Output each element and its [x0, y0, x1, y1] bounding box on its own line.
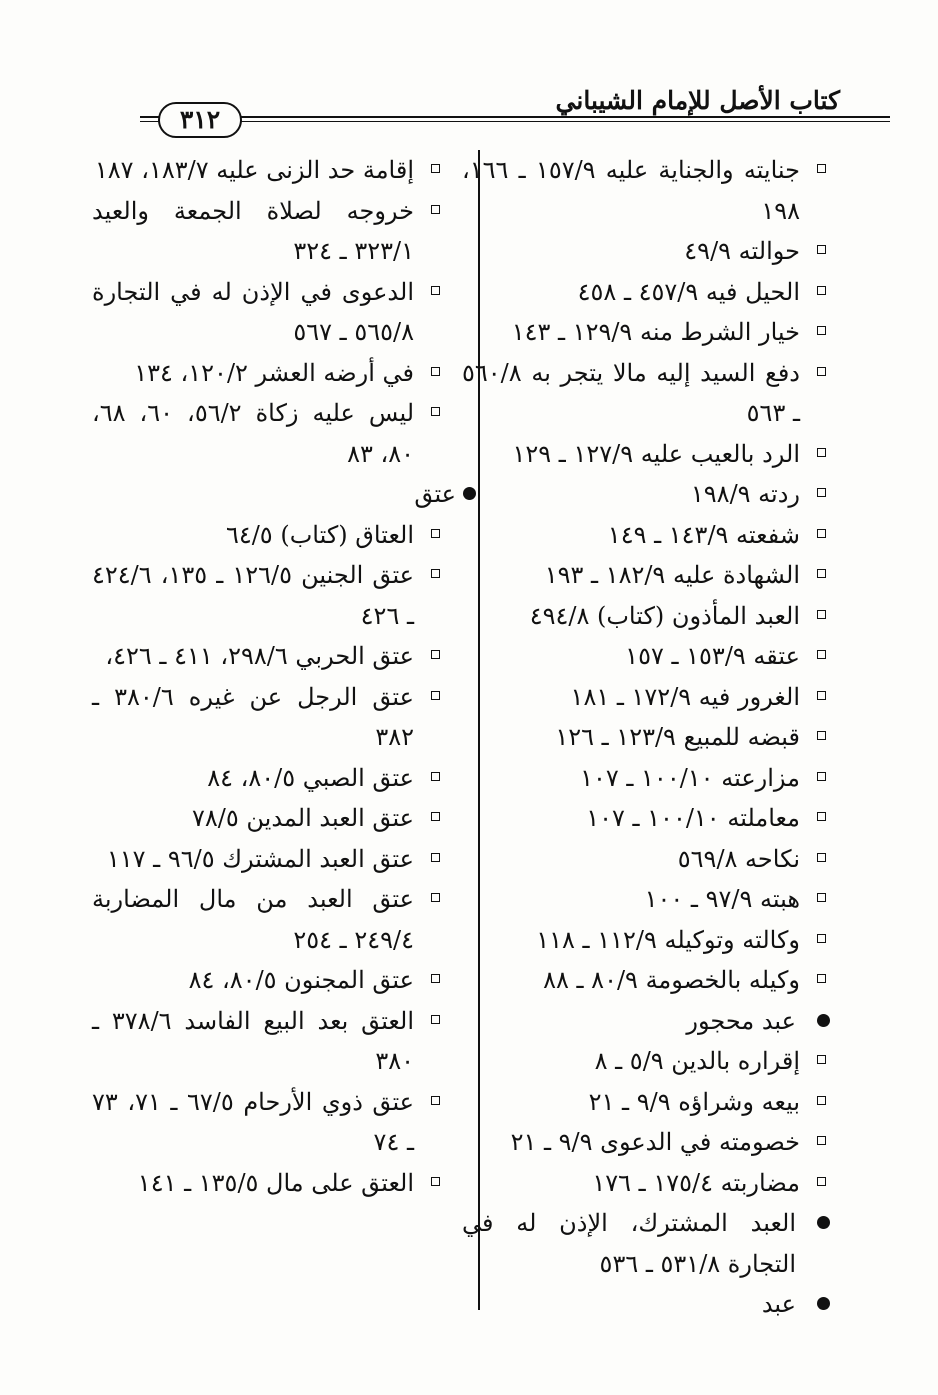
- bullet-dot-icon: [817, 1014, 830, 1027]
- bullet-dot-icon: [463, 487, 476, 500]
- entry-text: عتق: [414, 480, 456, 508]
- index-entry: [92, 879, 444, 960]
- bullet-square-icon: [431, 367, 440, 376]
- index-entry: [92, 150, 444, 191]
- index-column-left: [92, 150, 456, 1203]
- index-entry: [462, 150, 830, 231]
- entry-text: الدعوى في الإذن له في التجارة ٥٦٥/٨ ـ ٥٦٧: [92, 277, 414, 346]
- index-entry: [92, 393, 444, 474]
- bullet-square-icon: [431, 772, 440, 781]
- index-heading: [92, 474, 476, 515]
- entry-text: العتق بعد البيع الفاسد ٣٧٨/٦ ـ ٣٨٠: [92, 1006, 414, 1075]
- bullet-square-icon: [431, 650, 440, 659]
- entry-text: عتق العبد المشترك ٩٦/٥ ـ ١١٧: [106, 844, 414, 873]
- bullet-square-icon: [817, 812, 826, 821]
- index-entry: [462, 434, 830, 475]
- bullet-square-icon: [431, 569, 440, 578]
- entry-text: خصومته في الدعوى ٩/٩ ـ ٢١: [510, 1128, 800, 1156]
- entry-text: الرد بالعيب عليه ١٢٧/٩ ـ ١٢٩: [512, 439, 800, 468]
- entry-text: معاملته ١٠٠/١٠ ـ ١٠٧: [586, 804, 800, 832]
- bullet-dot-icon: [817, 1297, 830, 1310]
- bullet-square-icon: [817, 772, 826, 781]
- entry-text: هبته ٩٧/٩ ـ ١٠٠: [644, 885, 800, 913]
- entry-text: خيار الشرط منه ١٢٩/٩ ـ ١٤٣: [511, 318, 800, 346]
- index-heading: [462, 1001, 830, 1042]
- bullet-square-icon: [431, 407, 440, 416]
- bullet-square-icon: [817, 245, 826, 254]
- page-header: [60, 78, 840, 134]
- bullet-square-icon: [431, 812, 440, 821]
- index-entry: [462, 798, 830, 839]
- index-entry: [462, 596, 830, 637]
- index-entry: [462, 758, 830, 799]
- bullet-square-icon: [431, 893, 440, 902]
- entry-text: عتق الصبي ٨٠/٥، ٨٤: [207, 763, 414, 792]
- entry-text: عتقه ١٥٣/٩ ـ ١٥٧: [625, 642, 800, 670]
- entry-text: حوالته ٤٩/٩: [684, 237, 800, 265]
- bullet-square-icon: [817, 650, 826, 659]
- entry-text: مزارعته ١٠٠/١٠ ـ ١٠٧: [580, 763, 800, 792]
- book-title: كتاب الأصل للإمام الشيباني: [555, 86, 840, 115]
- entry-text: وكيله بالخصومة ٨٠/٩ ـ ٨٨: [543, 966, 800, 994]
- bullet-square-icon: [817, 731, 826, 740]
- entry-text: العتاق (كتاب) ٦٤/٥: [225, 520, 414, 549]
- index-entry: [462, 1163, 830, 1204]
- bullet-square-icon: [431, 529, 440, 538]
- entry-text: قبضه للمبيع ١٢٣/٩ ـ ١٢٦: [555, 723, 800, 751]
- index-entry: [92, 191, 444, 272]
- bullet-square-icon: [817, 974, 826, 983]
- entry-text: ليس عليه زكاة ٥٦/٢، ٦٠، ٦٨، ٨٠، ٨٣: [92, 399, 415, 468]
- bullet-square-icon: [817, 529, 826, 538]
- entry-text: العبد المأذون (كتاب) ٤٩٤/٨: [529, 601, 800, 630]
- index-entry: [92, 1001, 444, 1082]
- index-entry: [92, 839, 444, 880]
- index-entry: [92, 677, 444, 758]
- entry-text: العتق على مال ١٣٥/٥ ـ ١٤١: [137, 1168, 414, 1197]
- entry-text: دفع السيد إليه مالا يتجر به ٥٦٠/٨ ـ ٥٦٣: [462, 358, 800, 427]
- page-number: ٣١٢: [158, 102, 242, 138]
- bullet-square-icon: [431, 1096, 440, 1105]
- bullet-dot-icon: [817, 1216, 830, 1229]
- index-heading: [462, 1284, 830, 1325]
- entry-text: الغرور فيه ١٧٢/٩ ـ ١٨١: [570, 682, 800, 711]
- index-entry: [462, 312, 830, 353]
- entry-text: عتق المجنون ٨٠/٥، ٨٤: [188, 966, 414, 994]
- entry-text: وكالته وتوكيله ١١٢/٩ ـ ١١٨: [536, 925, 800, 954]
- bullet-square-icon: [431, 691, 440, 700]
- bullet-square-icon: [431, 853, 440, 862]
- index-entry: [462, 879, 830, 920]
- index-heading: [462, 1203, 830, 1284]
- index-entry: [462, 353, 830, 434]
- entry-text: عتق العبد المدين ٧٨/٥: [191, 804, 414, 832]
- index-entry: [92, 555, 444, 636]
- bullet-square-icon: [431, 286, 440, 295]
- bullet-square-icon: [817, 893, 826, 902]
- entry-text: عبد محجور: [686, 1006, 796, 1035]
- entry-text: مضاربته ١٧٥/٤ ـ ١٧٦: [592, 1168, 800, 1197]
- index-entry: [462, 1082, 830, 1123]
- entry-text: شفعته ١٤٣/٩ ـ ١٤٩: [607, 520, 800, 549]
- header-rule: [140, 116, 890, 118]
- bullet-square-icon: [817, 934, 826, 943]
- index-entry: [92, 515, 444, 556]
- entry-text: إقامة حد الزنى عليه ١٨٣/٧، ١٨٧: [94, 156, 414, 184]
- entry-text: عتق العبد من مال المضاربة ٢٤٩/٤ ـ ٢٥٤: [92, 885, 414, 954]
- index-entry: [462, 231, 830, 272]
- entry-text: إقراره بالدين ٥/٩ ـ ٨: [594, 1047, 800, 1075]
- index-entry: [92, 798, 444, 839]
- index-entry: [462, 272, 830, 313]
- bullet-square-icon: [431, 974, 440, 983]
- bullet-square-icon: [817, 610, 826, 619]
- bullet-square-icon: [817, 1055, 826, 1064]
- bullet-square-icon: [817, 853, 826, 862]
- index-entry: [462, 474, 830, 515]
- index-entry: [462, 1041, 830, 1082]
- bullet-square-icon: [431, 205, 440, 214]
- bullet-square-icon: [817, 448, 826, 457]
- index-entry: [462, 636, 830, 677]
- entry-text: في أرضه العشر ١٢٠/٢، ١٣٤: [134, 358, 414, 387]
- bullet-square-icon: [817, 1177, 826, 1186]
- index-entry: [92, 1163, 444, 1204]
- bullet-square-icon: [431, 1177, 440, 1186]
- index-entry: [92, 960, 444, 1001]
- entry-text: الحيل فيه ٤٥٧/٩ ـ ٤٥٨: [577, 277, 800, 306]
- entry-text: ردته ١٩٨/٩: [690, 480, 800, 508]
- bullet-square-icon: [817, 691, 826, 700]
- bullet-square-icon: [817, 286, 826, 295]
- index-entry: [462, 1122, 830, 1163]
- index-entry: [92, 272, 444, 353]
- bullet-square-icon: [817, 488, 826, 497]
- entry-text: نكاحه ٥٦٩/٨: [677, 844, 800, 873]
- entry-text: الشهادة عليه ١٨٢/٩ ـ ١٩٣: [544, 561, 800, 589]
- index-entry: [92, 1082, 444, 1163]
- index-column-right: [462, 150, 830, 1325]
- bullet-square-icon: [431, 1015, 440, 1024]
- entry-text: عتق الجنين ١٢٦/٥ ـ ١٣٥، ٤٢٤/٦ ـ ٤٢٦: [92, 561, 415, 630]
- entry-text: عبد: [761, 1290, 796, 1318]
- bullet-square-icon: [817, 569, 826, 578]
- bullet-square-icon: [817, 326, 826, 335]
- entry-text: خروجه لصلاة الجمعة والعيد ٣٢٣/١ ـ ٣٢٤: [92, 196, 414, 265]
- entry-text: العبد المشترك، الإذن له في التجارة ٥٣١/٨ ـ ٥٣٦: [462, 1209, 796, 1278]
- index-entry: [462, 960, 830, 1001]
- entry-text: عتق الرجل عن غيره ٣٨٠/٦ ـ ٣٨٢: [92, 682, 414, 751]
- index-entry: [462, 839, 830, 880]
- entry-text: بيعه وشراؤه ٩/٩ ـ ٢١: [588, 1087, 800, 1116]
- bullet-square-icon: [817, 164, 826, 173]
- entry-text: جنايته والجناية عليه ١٥٧/٩ ـ ١٦٦، ١٩٨: [462, 156, 800, 225]
- index-entry: [462, 515, 830, 556]
- entry-text: عتق الحربي ٢٩٨/٦، ٤١١ ـ ٤٢٦،: [105, 642, 414, 670]
- header-rule-thin: [140, 121, 890, 122]
- bullet-square-icon: [817, 367, 826, 376]
- entry-text: عتق ذوي الأرحام ٦٧/٥ ـ ٧١، ٧٣ ـ ٧٤: [92, 1087, 415, 1156]
- index-entry: [462, 677, 830, 718]
- index-entry: [462, 920, 830, 961]
- bullet-square-icon: [431, 164, 440, 173]
- index-entry: [92, 636, 444, 677]
- bullet-square-icon: [817, 1096, 826, 1105]
- index-entry: [92, 758, 444, 799]
- index-entry: [92, 353, 444, 394]
- bullet-square-icon: [817, 1136, 826, 1145]
- index-entry: [462, 555, 830, 596]
- index-entry: [462, 717, 830, 758]
